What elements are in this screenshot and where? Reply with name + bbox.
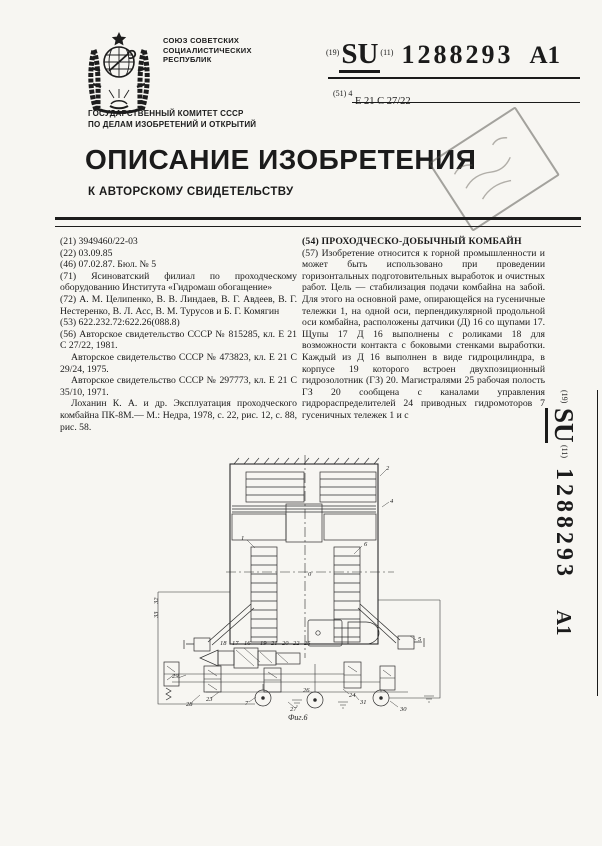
figure-label-27: 27 (290, 706, 297, 713)
field-21: (21) 3949460/22-03 (60, 236, 138, 247)
citation: Авторское свидетельство СССР № 473823, кл. E 21 C 29/24, 1975. (60, 351, 297, 375)
figure-label-20: 20 (282, 640, 289, 647)
sidebar-number: 1288293 (551, 467, 577, 580)
sidebar-rule (597, 390, 598, 696)
figure-label-7: 7 (245, 700, 249, 707)
figure-label-25: 25 (304, 640, 311, 647)
figure-label-6: 6 (364, 541, 368, 548)
abstract-column (302, 236, 545, 422)
figure-labels (153, 465, 422, 722)
figure-label-2: 2 (386, 465, 390, 472)
figure-label-23: 23 (206, 696, 213, 703)
invention-title: (54) ПРОХОДЧЕСКО-ДОБЫЧНЫЙ КОМБАЙН (302, 236, 522, 247)
figure-label-1: 1 (241, 535, 245, 542)
ipc-class: E 21 C 27/22 (354, 96, 411, 107)
citation: Авторское свидетельство СССР № 297773, кл. E 21 C 35/10, 1971. (60, 375, 297, 398)
header-rule (55, 217, 581, 227)
stamp (428, 106, 560, 231)
figure-label-33: 33 (153, 611, 160, 618)
field-72: (72) А. М. Целипенко, В. В. Линдаев, В. Г. Авдеев, В. Г. Нестеренко, В. Л. Асс, В. М. Турусов и Б. Г. Комягин (60, 293, 297, 317)
figure-label-24: 24 (349, 692, 356, 699)
figure-label-30: 30 (400, 706, 407, 713)
figure-label-22: 22 (293, 640, 300, 647)
figure-linework (158, 455, 440, 708)
union-line: СОЮЗ СОВЕТСКИХ (163, 36, 240, 45)
publication-rule (328, 77, 580, 79)
figure-label-21: 21 (271, 640, 278, 647)
figure-caption: Фиг.6 (288, 713, 308, 722)
committee-line: ПО ДЕЛАМ ИЗОБРЕТЕНИЙ И ОТКРЫТИЙ (88, 119, 257, 129)
code-19: (19) (326, 48, 340, 57)
union-line: РЕСПУБЛИК (163, 55, 212, 64)
figure-label-19: 19 (260, 640, 267, 647)
figure-label-17: 17 (232, 640, 239, 647)
field-71: (71) Ясиноватский филиал по проходческому оборудованию Института «Гидромаш обогащение» (60, 270, 297, 294)
document-title: ОПИСАНИЕ ИЗОБРЕТЕНИЯ (85, 144, 477, 175)
code-11: (11) (380, 48, 394, 57)
figure-label-29: 29 (172, 673, 179, 680)
kind-code: А1 (529, 42, 560, 69)
publication-line (326, 38, 582, 71)
figure-label-26: 26 (303, 687, 310, 694)
figure-label-16: 16 (244, 640, 251, 647)
code-51: (51) 4 (333, 89, 353, 98)
figure-label-32: 32 (153, 597, 160, 604)
figure-label-28: 28 (186, 701, 193, 708)
classification-rule (352, 102, 580, 103)
document-subtitle: К АВТОРСКОМУ СВИДЕТЕЛЬСТВУ (88, 186, 294, 198)
committee-line: ГОСУДАРСТВЕННЫЙ КОМИТЕТ СССР (88, 109, 244, 118)
country-code: SU (339, 38, 380, 73)
technical-drawing (148, 452, 448, 722)
ussr-emblem-icon (84, 28, 154, 116)
abstract-text: (57) Изобретение относится к горной промышленности и может быть использовано при проведении горизонтальных подготовительных выработок и очистных работ. Цель — стабилизация подачи комбайна на забой. Для этого на основной раме, опирающейся на гусеничные тележки 1, на одной оси, перпендикулярной продольной оси комбайна, расположены датчики (Д) 16 со щупами 17. Щупы 17 Д 16 выполнены с роликами 18 для возможности контакта с боковыми стенками выработки. Каждый из Д 16 выполнен в виде гидроцилиндра, в корпусе 19 которого встроен двухпозиционный гидрозолотник (ГЗ) 20. Магистралями 25 рабочая полость ГЗ 20 сообщена с каналами управления гидрораспределителей 24 приводных гидромоторов 7 гусеничных тележек 1 и с (302, 247, 545, 421)
field-56: (56) Авторское свидетельство СССР № 815285, кл. E 21 C 27/22, 1981. (60, 328, 297, 352)
field-22: (22) 03.09.85 (60, 247, 113, 259)
document-number: 1288293 (401, 40, 514, 69)
sidebar-code-19: (19) (560, 390, 569, 404)
union-name (163, 36, 283, 65)
figure-label-5: 5 (418, 636, 422, 643)
figure-label-0: 0 (308, 571, 312, 578)
committee (88, 109, 256, 130)
field-46: (46) 07.02.87. Бюл. № 5 (60, 259, 157, 271)
classification-line (333, 89, 411, 107)
union-line: СОЦИАЛИСТИЧЕСКИХ (163, 45, 252, 55)
sidebar-text (548, 388, 579, 700)
sidebar-country-code: SU (545, 408, 579, 443)
field-53: (53) 622.232.72:622.26(088.8) (60, 317, 180, 329)
sidebar-document-number (548, 388, 600, 700)
sidebar-kind: А1 (552, 609, 576, 636)
figure-label-31: 31 (360, 699, 367, 706)
figure-label-4: 4 (390, 498, 394, 505)
sidebar-code-11: (11) (560, 444, 569, 458)
citation: Лоханин К. А. и др. Эксплуатация проходческого комбайна ПК-8М.— М.: Недра, 1978, с. 22, рис. 12, с. 88, рис. 58. (60, 398, 297, 433)
figure-label-18: 18 (220, 640, 227, 647)
bibliographic-column (60, 236, 297, 433)
